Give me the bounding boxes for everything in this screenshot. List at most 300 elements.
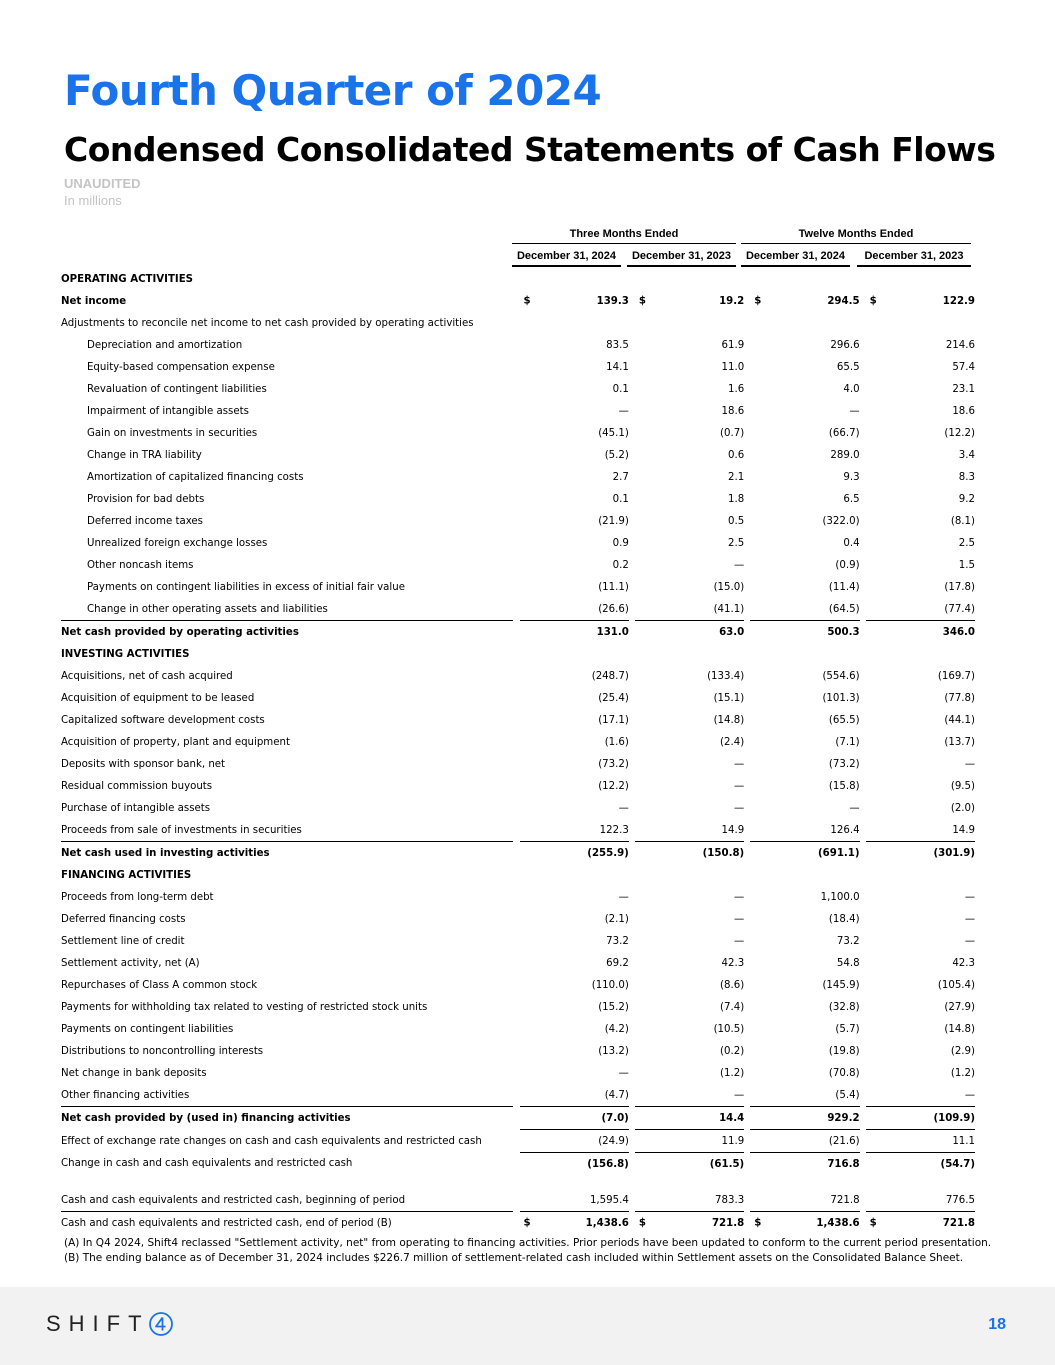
row-value	[520, 532, 629, 554]
table-row	[61, 400, 975, 422]
row-value	[750, 621, 859, 644]
row-label: Gain on investments in securities	[87, 427, 258, 439]
cell-value: (1.2)	[720, 1067, 745, 1079]
cell-value: 139.3	[596, 295, 629, 307]
table-row	[61, 819, 975, 842]
row-value	[866, 290, 975, 312]
row-value	[635, 510, 744, 532]
row-value	[635, 1084, 744, 1107]
cell-value: 721.8	[830, 1194, 860, 1206]
row-value	[866, 1018, 975, 1040]
cell-value: (64.5)	[828, 603, 860, 615]
row-label: Impairment of intangible assets	[87, 405, 249, 417]
cell-value: (45.1)	[598, 427, 629, 439]
cell-value: 63.0	[719, 626, 745, 638]
row-value	[750, 709, 859, 731]
row-value	[866, 797, 975, 819]
row-value	[750, 687, 859, 709]
row-label: Payments on contingent liabilities in excess of initial fair value	[87, 581, 405, 593]
row-value	[520, 378, 629, 400]
row-value	[635, 1062, 744, 1084]
row-value	[520, 819, 629, 842]
row-value	[520, 1130, 629, 1153]
row-value	[750, 488, 859, 510]
cell-value: 2.7	[612, 471, 629, 483]
row-value	[750, 1062, 859, 1084]
row-value	[635, 290, 744, 312]
row-value	[520, 510, 629, 532]
cell-value: (17.8)	[944, 581, 975, 593]
cash-flow-table	[61, 268, 975, 1234]
twelve-months-rule	[741, 243, 971, 244]
table-row	[61, 576, 975, 598]
row-value	[750, 400, 859, 422]
row-label: INVESTING ACTIVITIES	[61, 648, 190, 660]
row-value	[866, 908, 975, 930]
cell-value: (25.4)	[598, 692, 629, 704]
cell-value: (691.1)	[818, 847, 860, 859]
cell-value: (2.4)	[720, 736, 745, 748]
dollar-sign: $	[523, 295, 531, 307]
cell-value: (101.3)	[822, 692, 860, 704]
cell-value: —	[734, 758, 745, 770]
cell-value: (12.2)	[598, 780, 629, 792]
row-value	[635, 532, 744, 554]
row-label: Acquisition of equipment to be leased	[61, 692, 255, 704]
dollar-sign: $	[638, 1217, 646, 1229]
row-value	[635, 842, 744, 865]
table-row	[61, 510, 975, 532]
row-label: Other noncash items	[87, 559, 194, 571]
row-value	[635, 687, 744, 709]
cell-value: 0.2	[612, 559, 629, 571]
row-value	[750, 842, 859, 865]
page-number: 18	[988, 1316, 1006, 1333]
table-row	[61, 422, 975, 444]
cell-value: 9.2	[958, 493, 975, 505]
row-label: Deferred income taxes	[87, 515, 203, 527]
cell-value: (44.1)	[944, 714, 975, 726]
logo-text: SHIFT	[46, 1311, 150, 1336]
row-value	[520, 709, 629, 731]
table-row	[61, 290, 975, 312]
cell-value: 19.2	[719, 295, 745, 307]
cell-value: —	[618, 802, 629, 814]
row-value	[750, 1130, 859, 1153]
cell-value: 1.5	[958, 559, 975, 571]
table-row	[61, 1107, 975, 1130]
table-row	[61, 312, 975, 334]
row-label: Revaluation of contingent liabilities	[87, 383, 267, 395]
row-value	[520, 334, 629, 356]
row-value	[635, 643, 744, 665]
row-value	[635, 886, 744, 908]
cell-value: —	[734, 780, 745, 792]
row-label: Provision for bad debts	[87, 493, 205, 505]
row-label: Adjustments to reconcile net income to net cash provided by operating activities	[61, 317, 474, 329]
row-value	[866, 466, 975, 488]
row-label: Deposits with sponsor bank, net	[61, 758, 226, 770]
row-value	[750, 532, 859, 554]
section-header-row	[61, 643, 975, 665]
cell-value: 0.9	[612, 537, 629, 549]
cell-value: (5.4)	[835, 1089, 860, 1101]
row-value	[866, 356, 975, 378]
row-value	[750, 356, 859, 378]
cell-value: 18.6	[952, 405, 975, 417]
row-value	[520, 665, 629, 687]
row-value	[750, 554, 859, 576]
cell-value: 131.0	[596, 626, 629, 638]
cell-value: 14.1	[606, 361, 629, 373]
row-value	[635, 1107, 744, 1130]
table-row	[61, 753, 975, 775]
row-value	[866, 1040, 975, 1062]
cell-value: 4.0	[843, 383, 860, 395]
row-value	[635, 996, 744, 1018]
cell-value: (77.4)	[944, 603, 975, 615]
cell-value: (27.9)	[944, 1001, 975, 1013]
cell-value: 2.5	[728, 537, 745, 549]
cell-value: —	[734, 913, 745, 925]
cell-value: 14.9	[721, 824, 745, 836]
cell-value: (110.0)	[591, 979, 629, 991]
dollar-sign: $	[754, 1217, 762, 1229]
cell-value: 1,438.6	[585, 1217, 629, 1229]
table-row	[61, 797, 975, 819]
table-row	[61, 665, 975, 687]
cell-value: 6.5	[843, 493, 860, 505]
cell-value: (0.2)	[720, 1045, 745, 1057]
cell-value: (70.8)	[828, 1067, 860, 1079]
cell-value: 1.6	[728, 383, 745, 395]
cell-value: 14.4	[719, 1112, 745, 1124]
row-value	[635, 1153, 744, 1176]
cell-value: 83.5	[606, 339, 629, 351]
table-row	[61, 1153, 975, 1176]
three-months-rule	[512, 243, 736, 244]
cell-value: 776.5	[945, 1194, 975, 1206]
row-label: Change in other operating assets and liabilities	[87, 603, 328, 615]
dollar-sign: $	[523, 1217, 531, 1229]
cell-value: (4.2)	[604, 1023, 629, 1035]
cell-value: —	[618, 1067, 629, 1079]
row-value	[520, 643, 629, 665]
cell-value: 122.3	[599, 824, 629, 836]
dollar-sign: $	[869, 295, 877, 307]
row-value	[750, 1084, 859, 1107]
cell-value: (15.1)	[713, 692, 745, 704]
row-value	[750, 775, 859, 797]
cell-value: —	[618, 891, 629, 903]
row-value	[866, 576, 975, 598]
row-value	[635, 1130, 744, 1153]
row-value	[866, 444, 975, 466]
col-header-fy-2023: December 31, 2023	[864, 250, 964, 262]
cell-value: 296.6	[830, 339, 860, 351]
cell-value: 9.3	[843, 471, 860, 483]
col-header-fy-2024: December 31, 2024	[745, 250, 846, 262]
row-value	[635, 930, 744, 952]
cell-value: 0.5	[728, 515, 745, 527]
cell-value: (15.2)	[598, 1001, 629, 1013]
table-row	[61, 334, 975, 356]
cell-value: 42.3	[952, 957, 975, 969]
row-value	[635, 466, 744, 488]
cell-value: —	[734, 1089, 745, 1101]
row-value	[635, 1040, 744, 1062]
cell-value: 1.8	[728, 493, 745, 505]
cell-value: (7.4)	[720, 1001, 745, 1013]
row-value	[635, 554, 744, 576]
row-value	[520, 621, 629, 644]
cell-value: 716.8	[827, 1158, 860, 1170]
table-row	[61, 532, 975, 554]
row-label: Depreciation and amortization	[87, 339, 243, 351]
row-value	[866, 312, 975, 334]
cell-value: 11.1	[952, 1135, 975, 1147]
cell-value: (26.6)	[598, 603, 629, 615]
row-value	[635, 356, 744, 378]
section-header-row	[61, 864, 975, 886]
table-row	[61, 1018, 975, 1040]
cell-value: —	[964, 891, 975, 903]
cell-value: (2.0)	[950, 802, 975, 814]
row-value	[866, 400, 975, 422]
cell-value: (7.1)	[835, 736, 860, 748]
row-value	[750, 974, 859, 996]
row-value	[866, 532, 975, 554]
table-row	[61, 842, 975, 865]
dollar-sign: $	[754, 295, 762, 307]
cell-value: 1,100.0	[820, 891, 860, 903]
cell-value: 122.9	[942, 295, 975, 307]
row-value	[520, 466, 629, 488]
cell-value: 73.2	[836, 935, 860, 947]
unaudited-label: UNAUDITED	[64, 176, 141, 191]
table-row	[61, 930, 975, 952]
row-value	[750, 753, 859, 775]
cell-value: (24.9)	[598, 1135, 629, 1147]
row-value	[866, 952, 975, 974]
row-label: Net income	[61, 295, 127, 307]
cell-value: (4.7)	[604, 1089, 629, 1101]
table-row	[61, 996, 975, 1018]
cell-value: 14.9	[952, 824, 975, 836]
table-row	[61, 1212, 975, 1235]
row-value	[866, 775, 975, 797]
table-row	[61, 1130, 975, 1153]
cell-value: —	[964, 1089, 975, 1101]
table-row	[61, 598, 975, 621]
row-value	[520, 290, 629, 312]
row-value	[750, 996, 859, 1018]
cell-value: 346.0	[942, 626, 975, 638]
row-label: Net cash provided by operating activities	[61, 621, 513, 644]
table-row	[61, 952, 975, 974]
cell-value: (15.8)	[828, 780, 860, 792]
row-label: Payments for withholding tax related to vesting of restricted stock units	[61, 1001, 428, 1013]
cell-value: (105.4)	[937, 979, 975, 991]
row-value	[635, 1018, 744, 1040]
table-row	[61, 466, 975, 488]
row-value	[750, 378, 859, 400]
row-value	[520, 753, 629, 775]
table-row	[61, 687, 975, 709]
row-value	[750, 268, 859, 290]
row-value	[520, 1062, 629, 1084]
cell-value: (255.9)	[587, 847, 629, 859]
cell-value: (14.8)	[713, 714, 745, 726]
cell-value: (9.5)	[950, 780, 975, 792]
row-value	[866, 842, 975, 865]
cell-value: (133.4)	[707, 670, 745, 682]
col-header-rule	[627, 265, 736, 267]
cell-value: (145.9)	[822, 979, 860, 991]
row-value	[750, 290, 859, 312]
page-title: Fourth Quarter of 2024	[64, 66, 602, 115]
cell-value: 73.2	[606, 935, 629, 947]
row-label: Net cash provided by (used in) financing activities	[61, 1107, 513, 1130]
row-value	[866, 643, 975, 665]
cell-value: 11.0	[721, 361, 745, 373]
row-value	[635, 444, 744, 466]
row-label: Residual commission buyouts	[61, 780, 213, 792]
row-value	[750, 1040, 859, 1062]
row-value	[520, 554, 629, 576]
cell-value: (21.6)	[828, 1135, 860, 1147]
row-value	[866, 598, 975, 621]
cell-value: —	[734, 891, 745, 903]
row-value	[866, 1153, 975, 1176]
row-value	[750, 1153, 859, 1176]
row-value	[635, 753, 744, 775]
cell-value: —	[849, 405, 860, 417]
cell-value: (322.0)	[822, 515, 860, 527]
row-value	[866, 1084, 975, 1107]
row-value	[750, 1189, 859, 1212]
cell-value: 8.3	[958, 471, 975, 483]
row-value	[866, 621, 975, 644]
row-label: Net cash used in investing activities	[61, 842, 513, 865]
table-row	[61, 974, 975, 996]
row-value	[750, 665, 859, 687]
cell-value: (65.5)	[828, 714, 860, 726]
row-label: Change in cash and cash equivalents and restricted cash	[61, 1158, 353, 1170]
cell-value: 294.5	[827, 295, 860, 307]
cell-value: 57.4	[952, 361, 975, 373]
row-label: Change in TRA liability	[87, 449, 202, 461]
cell-value: (32.8)	[828, 1001, 860, 1013]
row-value	[750, 819, 859, 842]
cell-value: 500.3	[827, 626, 860, 638]
row-value	[866, 753, 975, 775]
cell-value: (5.7)	[835, 1023, 860, 1035]
cell-value: —	[964, 758, 975, 770]
row-value	[520, 930, 629, 952]
cell-value: (17.1)	[598, 714, 629, 726]
row-value	[866, 1189, 975, 1212]
row-value	[635, 775, 744, 797]
cell-value: (61.5)	[709, 1158, 745, 1170]
row-value	[635, 731, 744, 753]
cell-value: 0.6	[728, 449, 745, 461]
section-header-row	[61, 268, 975, 290]
row-value	[520, 731, 629, 753]
row-label: Acquisition of property, plant and equipment	[61, 736, 290, 748]
cell-value: (5.2)	[604, 449, 629, 461]
row-value	[635, 797, 744, 819]
cell-value: (169.7)	[937, 670, 975, 682]
cell-value: (1.6)	[604, 736, 629, 748]
table-row	[61, 444, 975, 466]
cell-value: 0.1	[612, 493, 629, 505]
table-row	[61, 775, 975, 797]
row-value	[866, 422, 975, 444]
row-value	[520, 775, 629, 797]
row-value	[750, 864, 859, 886]
cell-value: 1,595.4	[589, 1194, 629, 1206]
row-value	[866, 864, 975, 886]
row-value	[520, 908, 629, 930]
spacer-row	[61, 1175, 975, 1189]
cell-value: (156.8)	[587, 1158, 629, 1170]
cell-value: (2.1)	[604, 913, 629, 925]
row-value	[866, 996, 975, 1018]
twelve-months-header: Twelve Months Ended	[798, 228, 914, 240]
table-row	[61, 356, 975, 378]
row-value	[520, 576, 629, 598]
row-value	[635, 598, 744, 621]
row-value	[635, 819, 744, 842]
cell-value: (73.2)	[828, 758, 860, 770]
row-value	[520, 1107, 629, 1130]
row-value	[866, 974, 975, 996]
row-value	[866, 930, 975, 952]
row-value	[866, 510, 975, 532]
row-value	[520, 886, 629, 908]
cell-value: 721.8	[942, 1217, 975, 1229]
cell-value: —	[849, 802, 860, 814]
cell-value: (248.7)	[591, 670, 629, 682]
row-value	[520, 312, 629, 334]
row-value	[750, 952, 859, 974]
row-value	[750, 930, 859, 952]
cell-value: 11.9	[721, 1135, 745, 1147]
row-value	[520, 488, 629, 510]
row-label: Other financing activities	[61, 1089, 190, 1101]
row-value	[635, 488, 744, 510]
row-value	[520, 444, 629, 466]
table-row	[61, 621, 975, 644]
cell-value: 42.3	[721, 957, 745, 969]
cell-value: 2.5	[958, 537, 975, 549]
cell-value: —	[964, 913, 975, 925]
row-label: Cash and cash equivalents and restricted cash, end of period (B)	[61, 1212, 513, 1235]
cell-value: —	[618, 405, 629, 417]
cell-value: (8.1)	[950, 515, 975, 527]
cell-value: (1.2)	[950, 1067, 975, 1079]
row-value	[750, 576, 859, 598]
cell-value: 61.9	[721, 339, 745, 351]
row-value	[520, 842, 629, 865]
cell-value: 18.6	[721, 405, 745, 417]
cell-value: (109.9)	[933, 1112, 975, 1124]
table-row	[61, 554, 975, 576]
row-value	[750, 1107, 859, 1130]
row-label: OPERATING ACTIVITIES	[61, 273, 194, 285]
row-value	[866, 731, 975, 753]
